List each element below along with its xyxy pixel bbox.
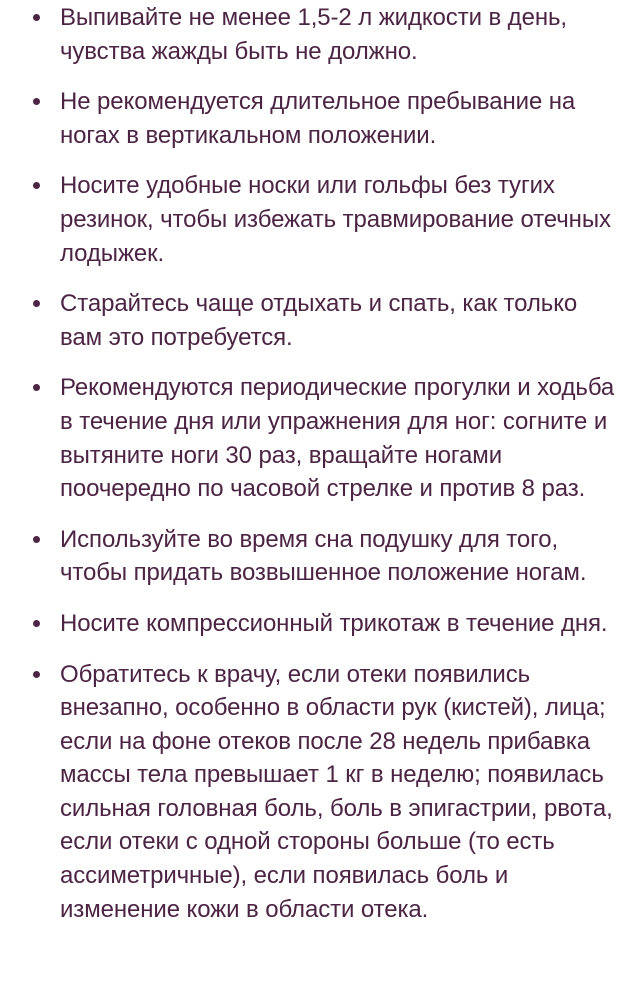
bullet-icon <box>33 300 40 307</box>
list-item <box>0 287 617 354</box>
list-item <box>0 85 617 152</box>
list-item <box>0 658 617 927</box>
list-item-text: Носите компрессионный трикотаж в течение дня. <box>60 609 608 637</box>
bullet-icon <box>33 671 40 678</box>
list-item-text: Выпивайте не менее 1,5-2 л жидкости в день, чувства жажды быть не должно. <box>60 4 567 65</box>
list-item <box>0 1 617 68</box>
list-item <box>0 523 617 590</box>
list-item-text: Не рекомендуется длительное пребывание на ногах в вертикальном положении. <box>60 88 576 149</box>
list-item-text: Рекомендуются периодические прогулки и ходьба в течение дня или упражнения для ног: согните и вытяните ноги 30 раз, вращайте ногами поочередно по часовой стрелке и против 8 раз. <box>60 374 615 503</box>
list-item-text: Старайтесь чаще отдыхать и спать, как только вам это потребуется. <box>60 290 578 351</box>
list-item <box>0 371 617 505</box>
list-item <box>0 607 617 641</box>
bullet-icon <box>33 182 40 189</box>
list-item-text: Обратитесь к врачу, если отеки появились внезапно, особенно в области рук (кистей), лица; если на фоне отеков после 28 недель прибавка массы тела превышает 1 кг в неделю; появилась сильная головная боль, боль в эпигастрии, рвота, если отеки с одной стороны больше (то есть ассиметричные), если появилась боль и изменение кожи в области отека. <box>60 660 613 923</box>
list-item <box>0 169 617 270</box>
bullet-icon <box>33 14 40 21</box>
bullet-icon <box>33 536 40 543</box>
bullet-icon <box>33 384 40 391</box>
bullet-icon <box>33 98 40 105</box>
list-item-text: Носите удобные носки или гольфы без тугих резинок, чтобы избежать травмирование отечных лодыжек. <box>60 172 611 267</box>
bullet-icon <box>33 620 40 627</box>
list-item-text: Используйте во время сна подушку для того, чтобы придать возвышенное положение ногам. <box>60 525 587 587</box>
